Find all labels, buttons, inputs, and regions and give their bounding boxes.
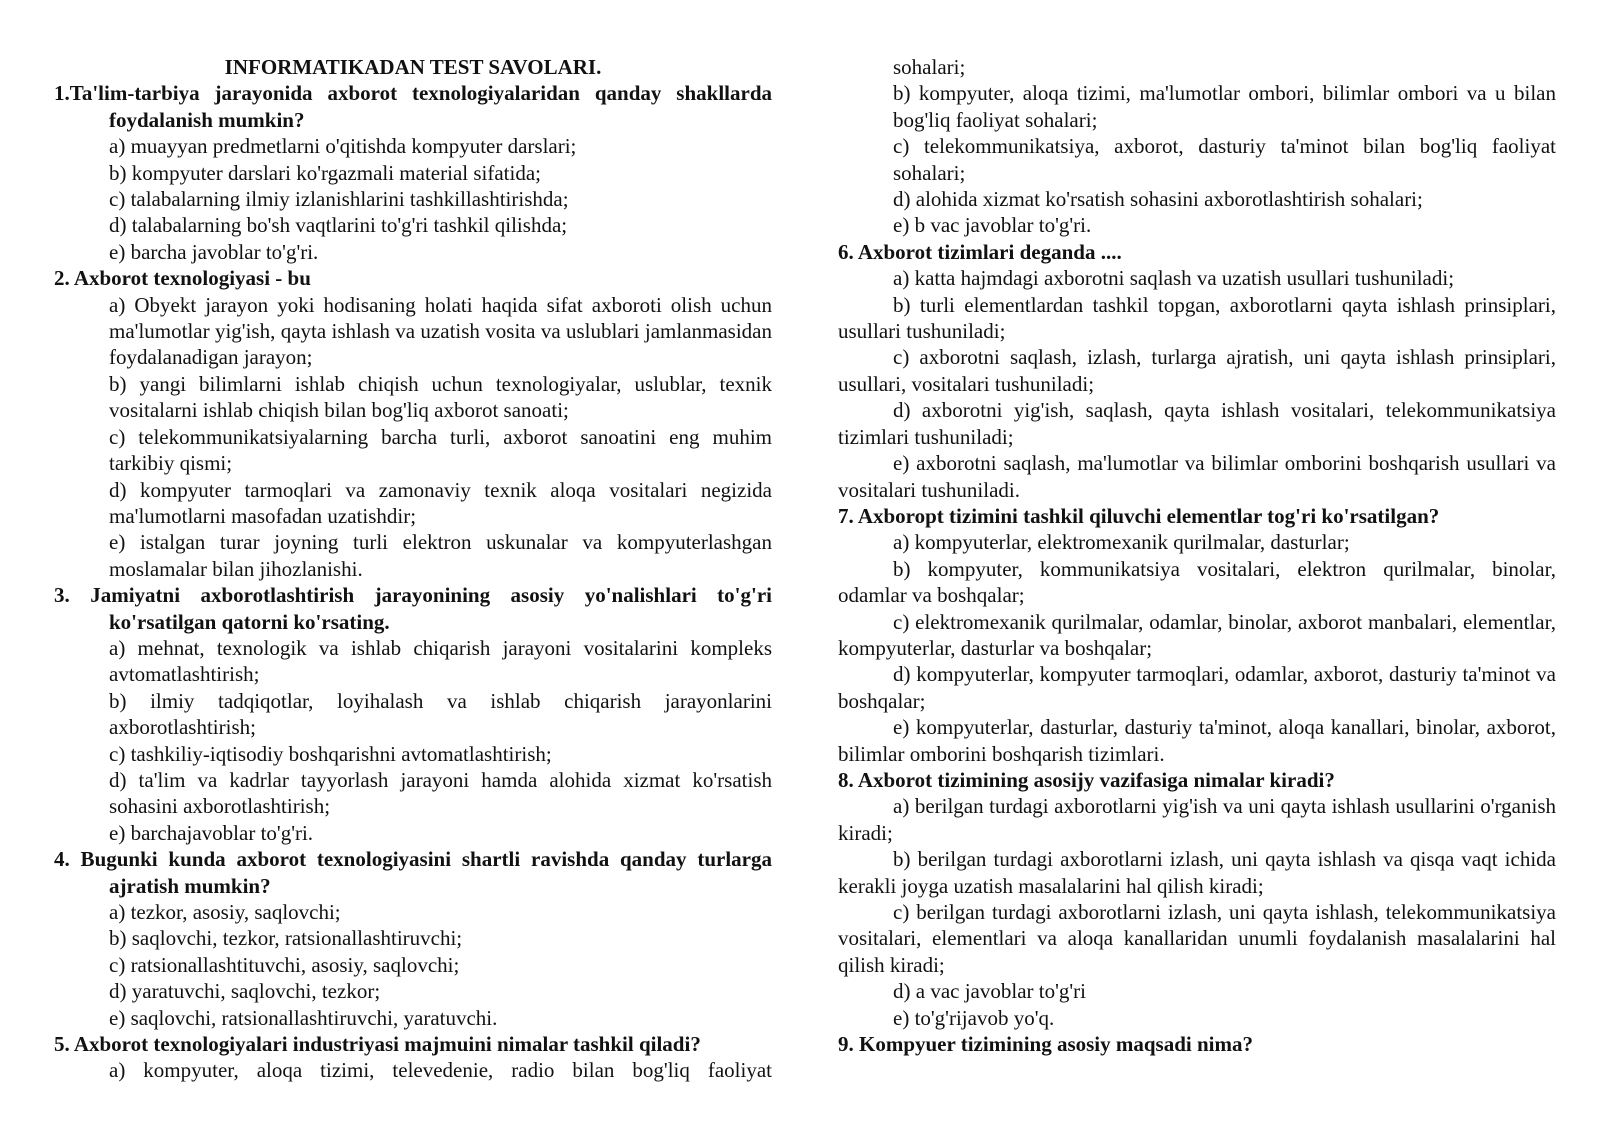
answer-c: c) berilgan turdagi axborotlarni izlash, uni qayta ishlash, telekommunikatsiya vositalari, elementlari va aloqa kanallaridan unumli foydalanish masalalarini hal qilish kiradi; xyxy=(838,900,1556,977)
question-3 xyxy=(54,582,772,846)
question-7 xyxy=(838,503,1556,767)
answer-a: a) mehnat, texnologik va ishlab chiqarish jarayoni vositalarini kompleks avtomatlashtirish; xyxy=(109,635,772,687)
question-1 xyxy=(54,80,772,265)
question-4 xyxy=(54,846,772,1031)
question-9 xyxy=(838,1031,1556,1057)
answer-c: c) axborotni saqlash, izlash, turlarga ajratish, uni qayta ishlash prinsiplari, usullari, vositalari tushuniladi; xyxy=(838,345,1556,396)
answer-d: d) talabalarning bo'sh vaqtlarini to'g'ri tashkil qilishda; xyxy=(109,213,568,238)
answer-e: e) barchajavoblar to'g'ri. xyxy=(109,820,314,845)
question-text: 4. Bugunki kunda axborot texnologiyasini shartli ravishda qanday turlarga ajratish mumkin? xyxy=(54,847,772,898)
answer-b: b) saqlovchi, tezkor, ratsionallashtiruvchi; xyxy=(109,926,463,951)
answer-c: c) elektromexanik qurilmalar, odamlar, binolar, axborot manbalari, elementlar, kompyuterlar, dasturlar va boshqalar; xyxy=(838,609,1556,660)
answer-e: e) axborotni saqlash, ma'lumotlar va bilimlar omborini boshqarish usullari va vositalari tushuniladi. xyxy=(838,451,1556,502)
answer-d: d) ta'lim va kadrlar tayyorlash jarayoni hamda alohida xizmat ko'rsatish sohasini axborotlashtirish; xyxy=(109,767,772,819)
answer-a: a) katta hajmdagi axborotni saqlash va uzatish usullari tushuniladi; xyxy=(893,266,1455,291)
answer-c: c) talabalarning ilmiy izlanishlarini tashkillashtirishda; xyxy=(109,187,569,212)
answer-d: d) a vac javoblar to'g'ri xyxy=(893,979,1086,1004)
question-text: 9. Kompyuer tizimining asosiy maqsadi nima? xyxy=(838,1032,1253,1057)
page-title: INFORMATIKADAN TEST SAVOLARI. xyxy=(224,55,602,79)
question-2 xyxy=(54,265,772,582)
answer-b: b) yangi bilimlarni ishlab chiqish uchun texnologiyalar, uslublar, texnik vositalarni ishlab chiqish bilan bog'liq axborot sanoati; xyxy=(109,371,772,423)
answer-e: e) istalgan turar joyning turli elektron uskunalar va kompyuterlashgan moslamalar bilan jihozlanishi. xyxy=(109,530,772,581)
answer-e: e) kompyuterlar, dasturlar, dasturiy ta'minot, aloqa kanallari, binolar, axborot, bilimlar omborini boshqarish tizimlari. xyxy=(838,715,1556,766)
answer-c: c) telekommunikatsiya, axborot, dasturiy ta'minot bilan bog'liq faoliyat sohalari; xyxy=(893,134,1556,185)
answer-e: e) to'g'rijavob yo'q. xyxy=(893,1005,1055,1030)
question-text: 7. Axboropt tizimini tashkil qiluvchi elementlar tog'ri ko'rsatilgan? xyxy=(838,503,1440,528)
answer-a-end: sohalari; xyxy=(893,55,966,79)
answer-b: b) kompyuter, aloqa tizimi, ma'lumotlar ombori, bilimlar ombori va u bilan bog'liq faoliyat sohalari; xyxy=(893,81,1556,132)
answer-b: b) kompyuter, kommunikatsiya vositalari, elektron qurilmalar, binolar, odamlar va boshqalar; xyxy=(838,556,1556,608)
answer-c: c) ratsionallashtituvchi, asosiy, saqlovchi; xyxy=(109,952,460,977)
answer-c: c) tashkiliy-iqtisodiy boshqarishni avtomatlashtirish; xyxy=(109,741,552,766)
answer-d: d) axborotni yig'ish, saqlash, qayta ishlash vositalari, telekommunikatsiya tizimlari tushuniladi; xyxy=(838,398,1556,449)
answer-a: a) berilgan turdagi axborotlarni yig'ish va uni qayta ishlash usullarini o'rganish kiradi; xyxy=(838,794,1556,845)
answer-b: b) ilmiy tadqiqotlar, loyihalash va ishlab chiqarish jarayonlarini axborotlashtirish; xyxy=(109,688,772,740)
answer-e: e) saqlovchi, ratsionallashtiruvchi, yaratuvchi. xyxy=(109,1005,498,1030)
question-text: 8. Axborot tizimining asosijy vazifasiga nimalar kiradi? xyxy=(838,767,1335,792)
question-text: 6. Axborot tizimlari deganda .... xyxy=(838,239,1122,264)
answer-b: b) kompyuter darslari ko'rgazmali material sifatida; xyxy=(109,160,541,185)
answer-a-start: a) kompyuter, aloqa tizimi, televedenie, radio bilan bog'liq faoliyat xyxy=(109,1058,772,1083)
question-text: 2. Axborot texnologiyasi - bu xyxy=(54,266,311,291)
answer-a: a) muayyan predmetlarni o'qitishda kompyuter darslari; xyxy=(109,134,577,159)
answer-e: e) b vac javoblar to'g'ri. xyxy=(893,213,1092,238)
question-6 xyxy=(838,239,1556,503)
answer-d: d) kompyuter tarmoqlari va zamonaviy texnik aloqa vositalari negizida ma'lumotlarni masofadan uzatishdir; xyxy=(109,477,772,528)
answer-b: b) turli elementlardan tashkil topgan, axborotlarni qayta ishlash prinsiplari, usullari tushuniladi; xyxy=(838,292,1556,344)
question-text: 3. Jamiyatni axborotlashtirish jarayonining asosiy yo'nalishlari to'g'ri ko'rsatilgan qatorni ko'rsating. xyxy=(54,583,772,634)
left-column xyxy=(54,54,772,1084)
answer-a: a) kompyuterlar, elektromexanik qurilmalar, dasturlar; xyxy=(893,530,1350,555)
answer-b: b) berilgan turdagi axborotlarni izlash, uni qayta ishlash va qisqa vaqt ichida kerakli joyga uzatish masalalarini hal qilish kiradi; xyxy=(838,847,1556,898)
question-8 xyxy=(838,767,1556,1031)
right-column xyxy=(838,54,1556,1057)
question-text: 5. Axborot texnologiyalari industriyasi majmuini nimalar tashkil qiladi? xyxy=(54,1032,701,1057)
question-5 xyxy=(54,1031,772,1084)
answer-d: d) kompyuterlar, kompyuter tarmoqlari, odamlar, axborot, dasturiy ta'minot va boshqalar; xyxy=(838,662,1556,713)
answer-d: d) alohida xizmat ko'rsatish sohasini axborotlashtirish sohalari; xyxy=(893,187,1423,212)
answer-a: a) tezkor, asosiy, saqlovchi; xyxy=(109,900,341,924)
answer-e: e) barcha javoblar to'g'ri. xyxy=(109,239,319,264)
question-5-continued xyxy=(838,54,1556,239)
answer-d: d) yaratuvchi, saqlovchi, tezkor; xyxy=(109,979,381,1004)
answer-c: c) telekommunikatsiyalarning barcha turli, axborot sanoatini eng muhim tarkibiy qismi; xyxy=(109,424,772,476)
question-text: 1.Ta'lim-tarbiya jarayonida axborot texnologiyalaridan qanday shakllarda foydalanish mumkin? xyxy=(54,81,772,132)
answer-a: a) Obyekt jarayon yoki hodisaning holati haqida sifat axboroti olish uchun ma'lumotlar yig'ish, qayta ishlash va uzatish vosita va uslublari jamlanmasidan foydalanadigan jarayon; xyxy=(109,292,772,370)
